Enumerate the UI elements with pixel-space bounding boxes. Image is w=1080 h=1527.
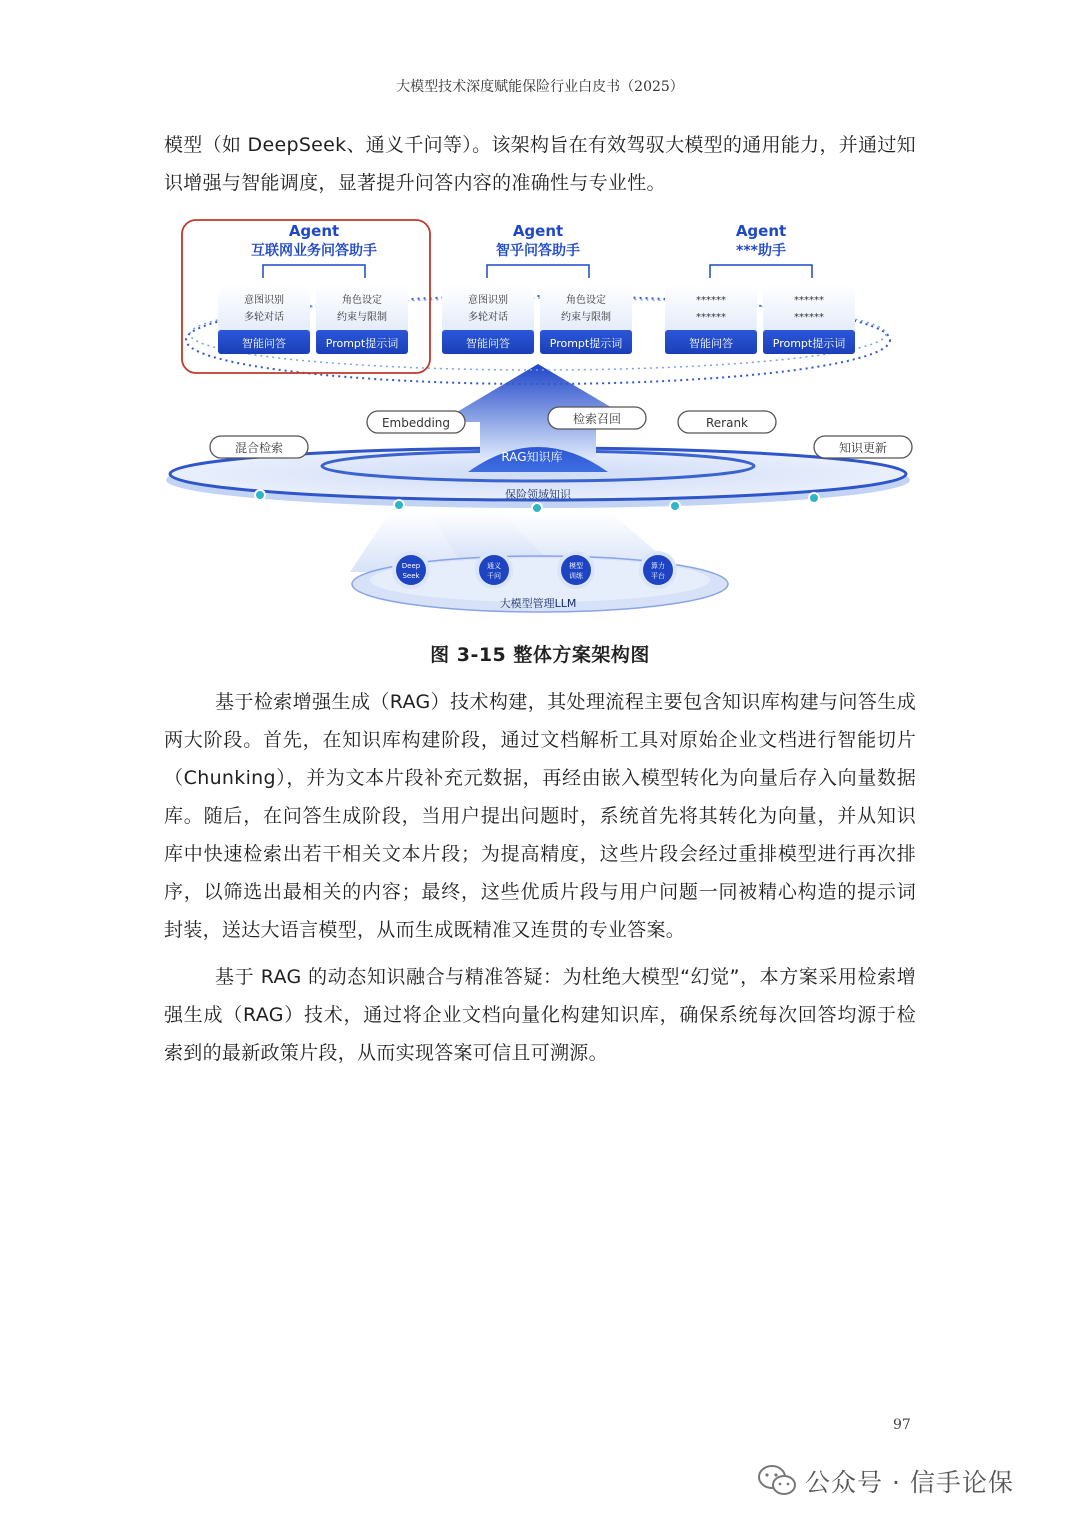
module-line: ****** (696, 312, 726, 323)
page-header: 大模型技术深度赋能保险行业白皮书（2025） (396, 79, 684, 95)
module-line: 意图识别 (468, 295, 508, 306)
svg-text:Embedding: Embedding (381, 416, 451, 430)
agent-subtitle: ***助手 (736, 243, 786, 259)
module-line: 意图识别 (244, 295, 284, 306)
agent-card (218, 222, 408, 354)
module-button-label: Prompt提示词 (772, 337, 846, 350)
module-line: 约束与限制 (561, 312, 611, 323)
module-line: 多轮对话 (244, 312, 284, 323)
agent-bracket (487, 265, 589, 278)
architecture-diagram (160, 212, 920, 617)
disc-node (255, 490, 265, 500)
module-line: 约束与限制 (337, 312, 387, 323)
svg-text:知识更新: 知识更新 (838, 441, 888, 455)
module-line: 多轮对话 (468, 312, 508, 323)
module-button-label: 智能问答 (689, 337, 733, 350)
llm-node-label: 通义 (487, 562, 501, 570)
disc-node (809, 493, 819, 503)
llm-node-label: Deep (401, 562, 421, 570)
knowledge-update-pill (814, 436, 912, 458)
agent-title: Agent (735, 222, 787, 240)
disc-node (670, 501, 680, 511)
paragraph-intro: 模型（如 DeepSeek、通义千问等）。该架构旨在有效驾驭大模型的通用能力，并通过知识增强与智能调度，显著提升问答内容的准确性与专业性。 (164, 134, 916, 194)
watermark (757, 1463, 1014, 1499)
module-line: 角色设定 (566, 295, 606, 306)
watermark-text: 公众号 · 信手论保 (805, 1468, 1014, 1497)
llm-node-label: 平台 (651, 572, 665, 580)
page-number: 97 (893, 1417, 911, 1433)
module-button-label: Prompt提示词 (549, 337, 623, 350)
svg-text:检索召回: 检索召回 (572, 412, 622, 426)
module-button-label: 智能问答 (242, 337, 286, 350)
agent-card (665, 222, 855, 354)
llm-node (639, 551, 677, 589)
agent-bracket (710, 265, 812, 278)
agent-title: Agent (512, 222, 564, 240)
agent-bracket (263, 265, 365, 278)
llm-node (475, 551, 513, 589)
llm-node-label: 模型 (569, 562, 583, 570)
figure-caption: 图 3-15 整体方案架构图 (430, 644, 650, 666)
llm-node-label: 算力 (651, 562, 665, 570)
retrieval-pill (548, 407, 646, 429)
module-button-label: Prompt提示词 (325, 337, 399, 350)
agent-subtitle: 智乎问答助手 (496, 243, 580, 259)
insurance-kb-label: 保险领域知识 (505, 488, 571, 501)
disc-node (394, 500, 404, 510)
hybrid-search-pill (210, 436, 308, 458)
llm-label: 大模型管理LLM (499, 597, 577, 610)
rerank-pill (678, 411, 776, 433)
llm-node-label: Seek (402, 572, 420, 580)
llm-node (392, 551, 430, 589)
agent-subtitle: 互联网业务问答助手 (251, 243, 377, 259)
svg-text:Rerank: Rerank (705, 416, 749, 430)
module-line: ****** (794, 312, 824, 323)
wechat-icon (757, 1464, 797, 1498)
module-line: ****** (696, 295, 726, 306)
svg-text:混合检索: 混合检索 (234, 441, 284, 455)
module-line: 角色设定 (342, 295, 382, 306)
agent-title: Agent (288, 222, 340, 240)
embedding-pill (367, 411, 465, 433)
module-line: ****** (794, 295, 824, 306)
llm-node-label: 千问 (487, 572, 501, 580)
disc-node (532, 503, 542, 513)
module-button-label: 智能问答 (466, 337, 510, 350)
rag-kb-label: RAG知识库 (501, 450, 563, 464)
llm-node (557, 551, 595, 589)
llm-node-label: 训练 (569, 572, 583, 580)
agent-card (442, 222, 632, 354)
paragraph-rag-process: 基于检索增强生成（RAG）技术构建，其处理流程主要包含知识库构建与问答生成两大阶段。首先，在知识库构建阶段，通过文档解析工具对原始企业文档进行智能切片（Chunking），并为文本片段补充元数据，再经由嵌入模型转化为向量后存入向量数据库。随后，在问答生成阶段，当用户提出问题时，系统首先将其转化为向量，并从知识库中快速检索出若干相关文本片段；为提高精度，这些片段会经过重排模型进行再次排序，以筛选出最相关的内容；最终，这些优质片段与用户问题一同被精心构造的提示词封装，送达大语言模型，从而生成既精准又连贯的专业答案。 (164, 691, 916, 941)
paragraph-rag-knowledge: 基于 RAG 的动态知识融合与精准答疑：为杜绝大模型“幻觉”，本方案采用检索增强生成（RAG）技术，通过将企业文档向量化构建知识库，确保系统每次回答均源于检索到的最新政策片段，从而实现答案可信且可溯源。 (164, 966, 916, 1064)
